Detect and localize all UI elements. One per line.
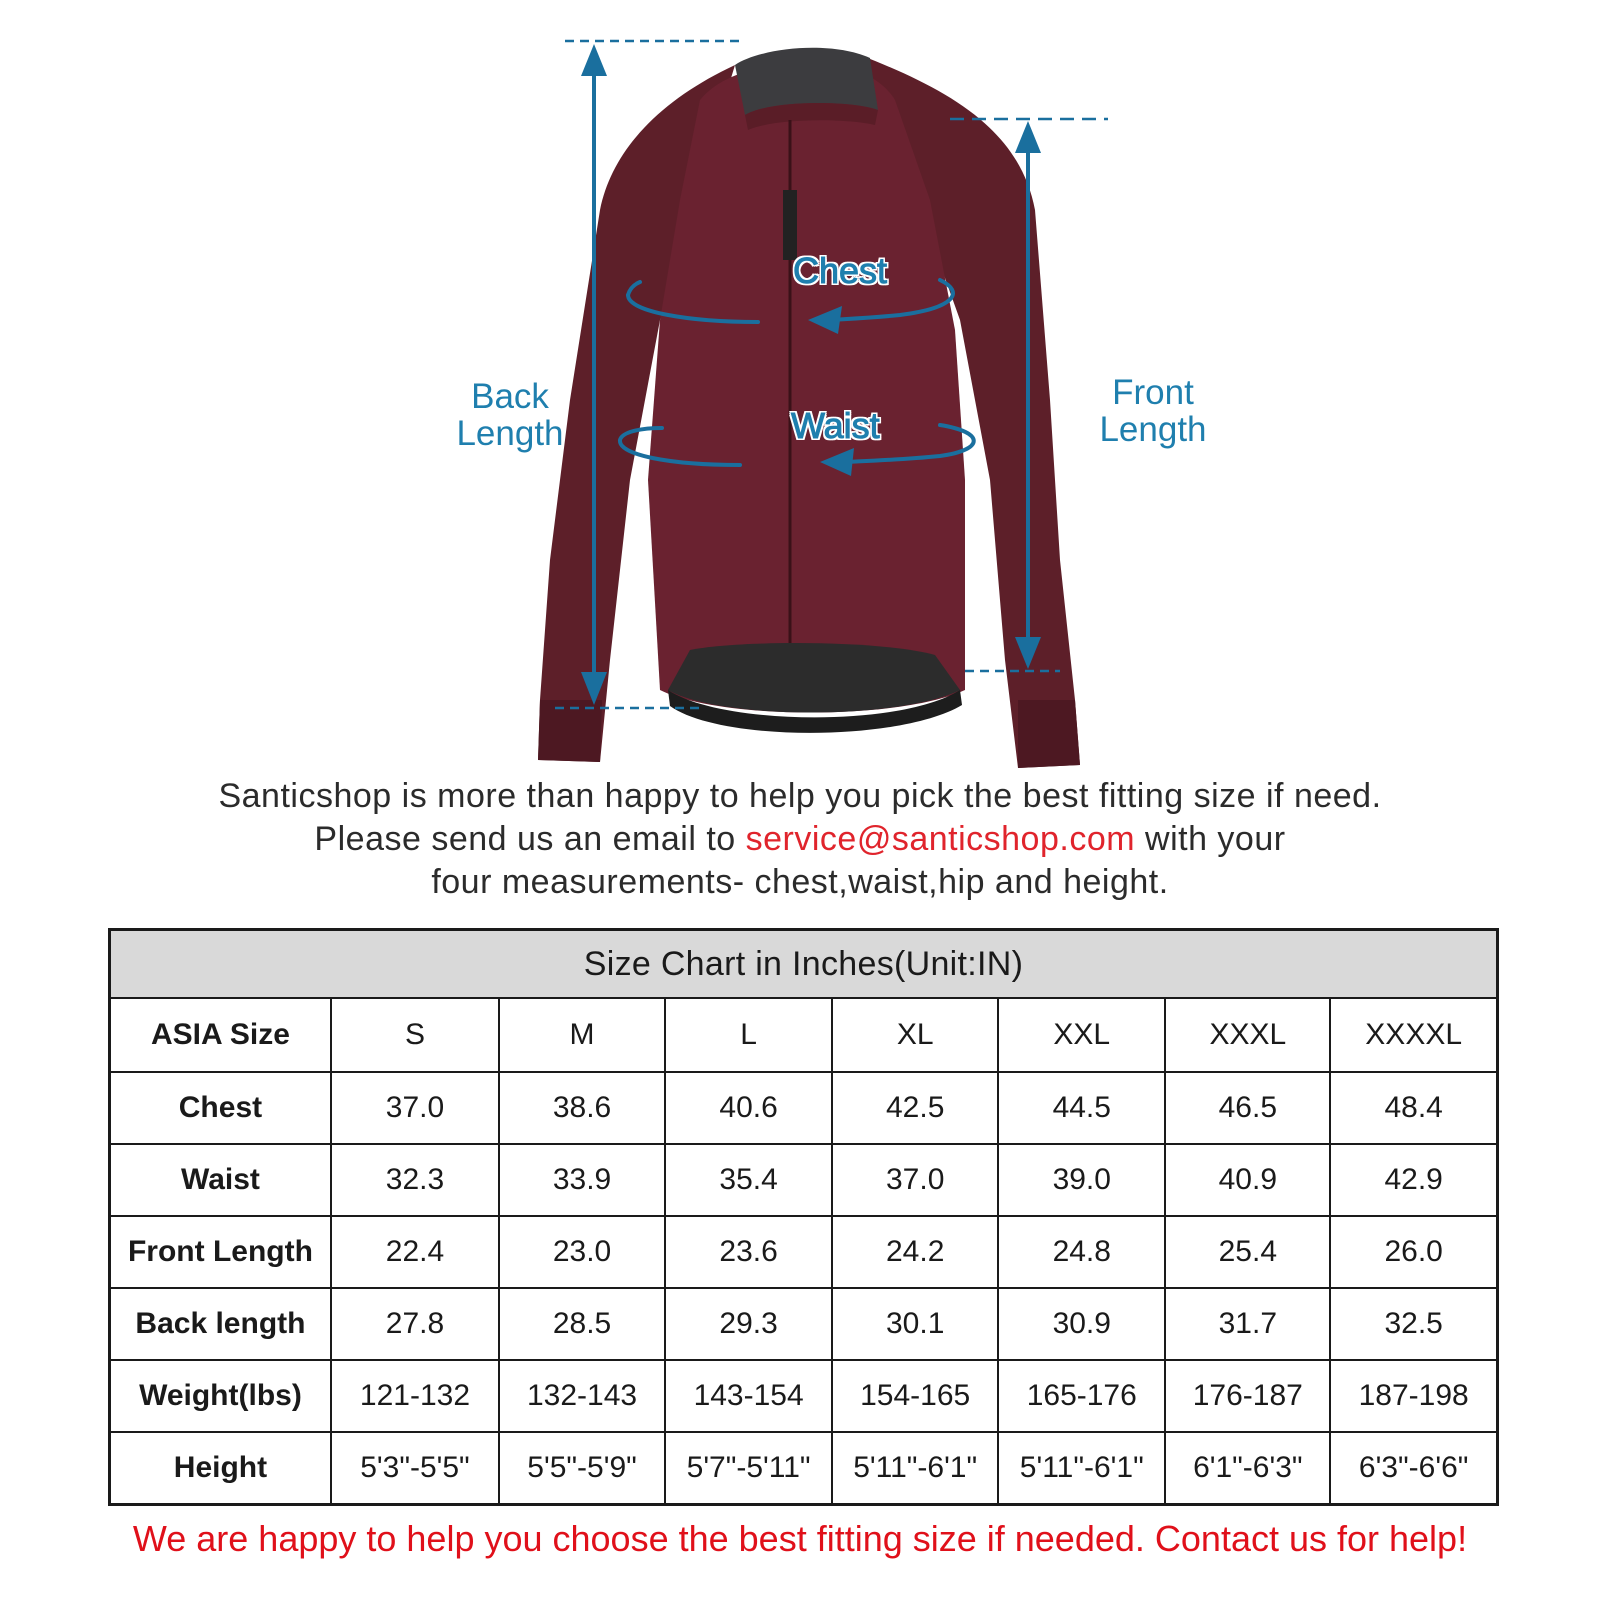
size-chart-table <box>108 928 1499 1506</box>
back-length-label-line1: Back <box>471 377 549 416</box>
table-cell: 29.3 <box>665 1288 832 1360</box>
table-cell: 143-154 <box>665 1360 832 1432</box>
table-cell: 32.5 <box>1330 1288 1497 1360</box>
table-cell: 39.0 <box>998 1144 1165 1216</box>
table-cell: 37.0 <box>331 1072 499 1144</box>
front-length-label-line2: Length <box>1099 410 1207 449</box>
intro-line-2-prefix: Please send us an email to <box>314 820 746 858</box>
support-email-link[interactable]: service@santicshop.com <box>745 820 1136 858</box>
size-header-cell: XXXL <box>1165 998 1330 1072</box>
table-cell: 187-198 <box>1330 1360 1497 1432</box>
table-cell: 154-165 <box>832 1360 998 1432</box>
intro-line-1: Santicshop is more than happy to help you pick the best fitting size if need. <box>218 777 1382 815</box>
size-chart-caption: Size Chart in Inches(Unit:IN) <box>110 930 1498 999</box>
table-cell: 24.8 <box>998 1216 1165 1288</box>
intro-line-2-suffix: with your <box>1135 820 1286 858</box>
size-header-row <box>110 998 1498 1072</box>
size-header-label: ASIA Size <box>110 998 331 1072</box>
table-cell: 48.4 <box>1330 1072 1497 1144</box>
table-cell: 42.9 <box>1330 1144 1497 1216</box>
size-header-cell: S <box>331 998 499 1072</box>
table-cell: 23.0 <box>499 1216 665 1288</box>
help-note: We are happy to help you choose the best fitting size if needed. Contact us for help! <box>132 1518 1468 1559</box>
row-label: Weight(lbs) <box>110 1360 331 1432</box>
back-length-label <box>445 378 575 452</box>
table-cell: 5'11"-6'1" <box>998 1432 1165 1505</box>
table-cell: 5'7"-5'11" <box>665 1432 832 1505</box>
table-cell: 23.6 <box>665 1216 832 1288</box>
front-length-label <box>1083 374 1223 448</box>
table-cell: 5'3"-5'5" <box>331 1432 499 1505</box>
back-length-label-line2: Length <box>456 414 564 453</box>
table-cell: 27.8 <box>331 1288 499 1360</box>
table-cell: 35.4 <box>665 1144 832 1216</box>
table-cell: 33.9 <box>499 1144 665 1216</box>
table-row-waist <box>110 1144 1498 1216</box>
size-header-cell: M <box>499 998 665 1072</box>
waist-label: Waist <box>791 405 880 446</box>
row-label: Height <box>110 1432 331 1505</box>
table-cell: 5'5"-5'9" <box>499 1432 665 1505</box>
table-cell: 6'1"-6'3" <box>1165 1432 1330 1505</box>
table-cell: 42.5 <box>832 1072 998 1144</box>
table-cell: 28.5 <box>499 1288 665 1360</box>
jersey-illustration <box>0 0 1600 780</box>
table-row-back-length <box>110 1288 1498 1360</box>
table-cell: 31.7 <box>1165 1288 1330 1360</box>
measurement-figure <box>0 0 1600 780</box>
intro-line-2 <box>0 818 1600 861</box>
table-row-weight <box>110 1360 1498 1432</box>
table-cell: 40.6 <box>665 1072 832 1144</box>
size-header-cell: XL <box>832 998 998 1072</box>
row-label: Chest <box>110 1072 331 1144</box>
table-cell: 132-143 <box>499 1360 665 1432</box>
table-cell: 176-187 <box>1165 1360 1330 1432</box>
front-length-label-line1: Front <box>1112 373 1194 412</box>
size-header-cell: XXL <box>998 998 1165 1072</box>
row-label: Front Length <box>110 1216 331 1288</box>
table-cell: 44.5 <box>998 1072 1165 1144</box>
table-cell: 5'11"-6'1" <box>832 1432 998 1505</box>
chest-label: Chest <box>793 250 888 291</box>
table-cell: 46.5 <box>1165 1072 1330 1144</box>
size-header-cell: XXXXL <box>1330 998 1497 1072</box>
table-cell: 165-176 <box>998 1360 1165 1432</box>
table-cell: 40.9 <box>1165 1144 1330 1216</box>
size-header-cell: L <box>665 998 832 1072</box>
table-cell: 121-132 <box>331 1360 499 1432</box>
intro-line-3: four measurements- chest,waist,hip and height. <box>431 863 1169 901</box>
table-cell: 24.2 <box>832 1216 998 1288</box>
table-row-chest <box>110 1072 1498 1144</box>
table-cell: 6'3"-6'6" <box>1330 1432 1497 1505</box>
row-label: Waist <box>110 1144 331 1216</box>
table-cell: 26.0 <box>1330 1216 1497 1288</box>
table-cell: 25.4 <box>1165 1216 1330 1288</box>
table-row-front-length <box>110 1216 1498 1288</box>
row-label: Back length <box>110 1288 331 1360</box>
intro-text <box>0 775 1600 904</box>
table-cell: 30.9 <box>998 1288 1165 1360</box>
table-row-height <box>110 1432 1498 1505</box>
table-cell: 30.1 <box>832 1288 998 1360</box>
table-cell: 37.0 <box>832 1144 998 1216</box>
table-cell: 38.6 <box>499 1072 665 1144</box>
table-cell: 32.3 <box>331 1144 499 1216</box>
table-cell: 22.4 <box>331 1216 499 1288</box>
